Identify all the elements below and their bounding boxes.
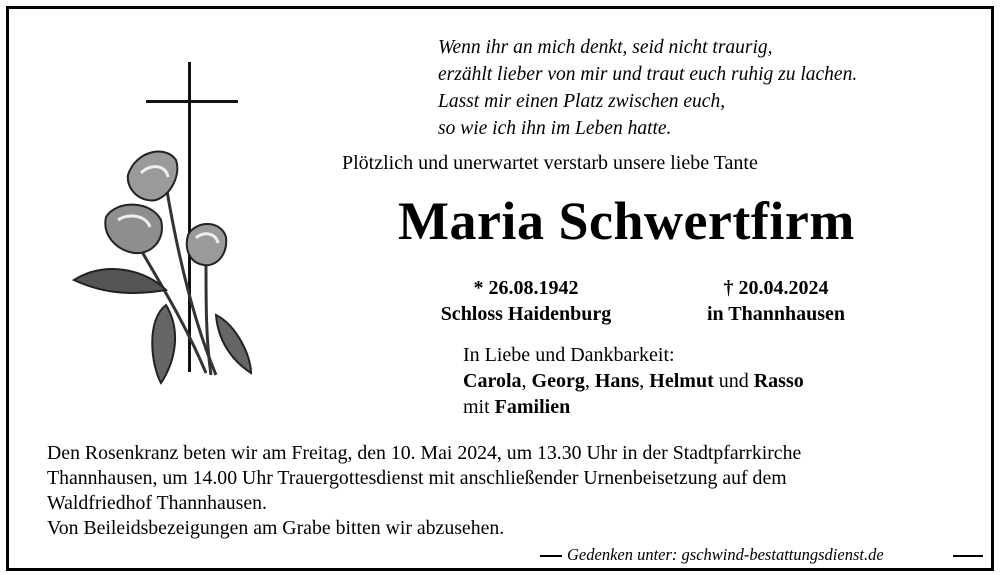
body-line: Waldfriedhof Thannhausen.	[47, 492, 267, 514]
footer-rule	[540, 555, 562, 557]
families-line	[463, 394, 804, 420]
families-label: Familien	[494, 396, 571, 418]
mourner-name: Carola	[463, 370, 522, 392]
body-line: Von Beileidsbezeigungen am Grabe bitten wir abzusehen.	[47, 517, 505, 539]
poem-line: Wenn ihr an mich denkt, seid nicht traurig,	[438, 37, 773, 58]
death-date: † 20.04.2024	[723, 277, 829, 299]
birth-info	[420, 275, 632, 327]
families-prefix: mit	[463, 396, 495, 418]
birth-date: * 26.08.1942	[473, 277, 579, 299]
deceased-name: Maria Schwertfirm	[398, 191, 855, 251]
body-line: Den Rosenkranz beten wir am Freitag, den 10. Mai 2024, um 13.30 Uhr in der Stadtpfarrkirche	[47, 442, 802, 464]
thanks-line: In Liebe und Dankbarkeit:	[463, 344, 675, 366]
death-place: in Thannhausen	[706, 303, 846, 325]
mourner-names	[463, 368, 804, 394]
body-line: Thannhausen, um 14.00 Uhr Trauergottesdienst mit anschließender Urnenbeisetzung auf dem	[47, 467, 787, 489]
mourner-name: Georg	[531, 370, 585, 392]
poem-line: Lasst mir einen Platz zwischen euch,	[438, 91, 726, 112]
cross-with-calla-lilies-icon	[66, 55, 266, 385]
separator: ,	[584, 370, 595, 392]
service-details	[47, 441, 801, 541]
death-info	[688, 275, 864, 327]
poem-line: erzählt lieber von mir und traut euch ruhig zu lachen.	[438, 64, 858, 85]
mourner-name: Helmut	[649, 370, 714, 392]
poem	[438, 34, 857, 142]
intro-text: Plötzlich und unerwartet verstarb unsere liebe Tante	[342, 152, 758, 174]
mourner-name: Hans	[594, 370, 640, 392]
mourner-name: Rasso	[753, 370, 804, 392]
footer-link[interactable]: Gedenken unter: gschwind-bestattungsdienst.de	[567, 545, 884, 564]
footer-rule	[953, 555, 983, 557]
separator: ,	[521, 370, 532, 392]
poem-line: so wie ich ihn im Leben hatte.	[438, 118, 672, 139]
separator: und	[713, 370, 754, 392]
mourners	[463, 342, 804, 420]
separator: ,	[639, 370, 650, 392]
birth-place: Schloss Haidenburg	[440, 303, 612, 325]
